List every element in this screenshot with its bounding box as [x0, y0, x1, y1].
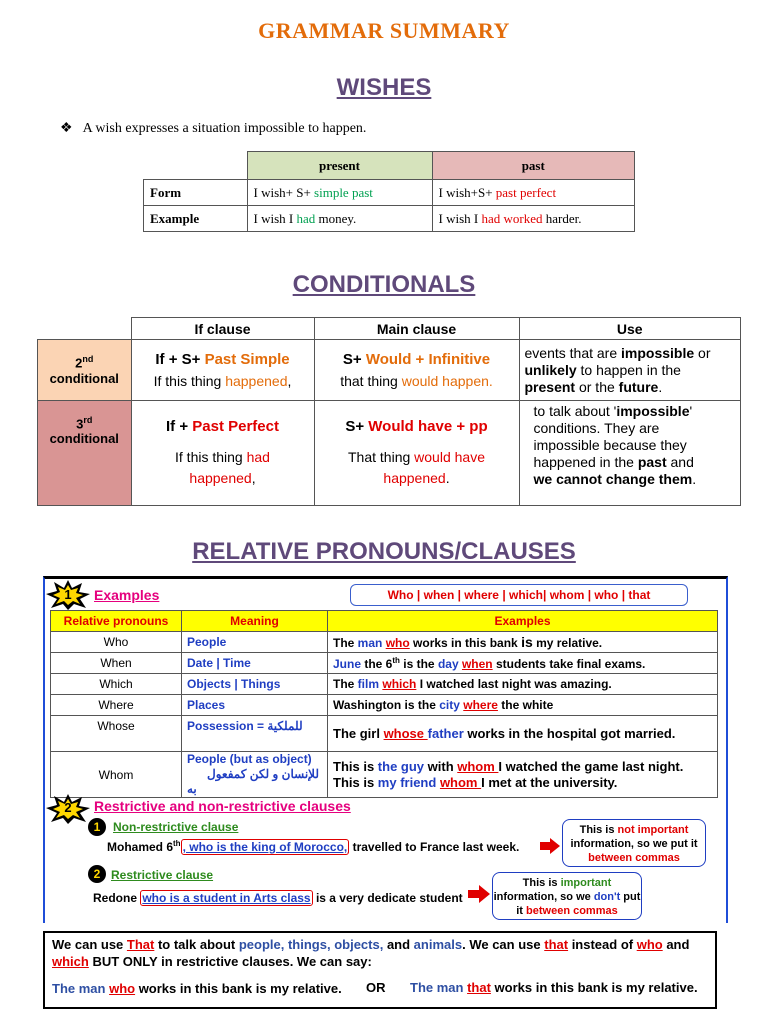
examples-label: Examples — [94, 587, 160, 603]
cond-2nd-label: 2nd conditional — [38, 340, 132, 401]
note-example-who: The man who works in this bank is my relative. — [52, 981, 342, 996]
cond-2nd-main: S+ Would + Infinitive that thing would happen. — [314, 340, 519, 401]
wishes-row-form: Form — [144, 180, 248, 206]
rel-meaning-where: Places — [182, 695, 328, 716]
rel-pron-when: When — [51, 653, 182, 674]
cond-head-use: Use — [519, 318, 741, 340]
restrictive-note: This is important information, so we don't put it between commas — [492, 872, 642, 920]
arrow-right-icon — [468, 885, 490, 903]
rel-pron-whom: Whom — [51, 752, 182, 798]
rel-head-pronouns: Relative pronouns — [51, 611, 182, 632]
nonrestrictive-note: This is not important information, so we put it between commas — [562, 819, 706, 867]
rel-pron-which: Which — [51, 674, 182, 695]
relative-table — [50, 610, 718, 798]
note-line-2: which BUT ONLY in restrictive clauses. We can say: — [52, 954, 372, 969]
restrictive-label: Restrictive clause — [111, 868, 214, 882]
rel-head-examples: Examples — [328, 611, 718, 632]
rel-pron-whose: Whose — [51, 716, 182, 752]
badge-2-number: 2 — [64, 800, 72, 815]
page-title: GRAMMAR SUMMARY — [258, 18, 510, 43]
rel-meaning-when: Date | Time — [182, 653, 328, 674]
wishes-bullet: ❖ A wish expresses a situation impossible to happen. — [60, 121, 367, 136]
number-1-circle: 1 — [88, 818, 106, 836]
rel-meaning-who: People — [182, 632, 328, 653]
note-or: OR — [366, 980, 386, 995]
wishes-col-past: past — [432, 152, 635, 180]
wishes-row-example: Example — [144, 206, 248, 232]
arrow-right-icon — [540, 838, 560, 854]
rel-meaning-whose: Possession = للملكية — [182, 716, 328, 752]
cond-3rd-label: 3rd conditional — [38, 401, 132, 506]
cond-2nd-use: events that are impossible or unlikely to happen in the present or the future. — [519, 340, 741, 401]
cond-3rd-if: If + Past Perfect If this thing had happened, — [131, 401, 314, 506]
rel-example-which: The film which I watched last night was amazing. — [328, 674, 718, 695]
rel-example-whose: The girl whose father works in the hospital got married. — [328, 716, 718, 752]
cond-3rd-main: S+ Would have + pp That thing would have happened. — [314, 401, 519, 506]
cond-3rd-use: to talk about 'impossible' conditions. They are impossible because they happened in the past and we cannot change them. — [519, 401, 741, 506]
rel-example-whom: This is the guy with whom I watched the game last night. This is my friend whom I met at the university. — [328, 752, 718, 798]
wishes-form-past: I wish+S+ past perfect — [432, 180, 635, 206]
wishes-table — [143, 151, 635, 232]
nonrestrictive-label: Non-restrictive clause — [113, 820, 239, 834]
badge-1-number: 1 — [64, 587, 72, 602]
wishes-example-past: I wish I had worked harder. — [432, 206, 635, 232]
wishes-form-present: I wish+ S+ simple past — [247, 180, 432, 206]
pronoun-list-box: Who | when | where | which| whom | who | that — [350, 584, 688, 606]
cond-2nd-if: If + S+ Past Simple If this thing happened, — [131, 340, 314, 401]
section2-title: Restrictive and non-restrictive clauses — [94, 798, 351, 814]
nonrestrictive-sentence: Mohamed 6th , who is the king of Morocco, travelled to France last week. — [107, 839, 520, 854]
wishes-heading: WISHES — [336, 74, 432, 101]
relative-heading: RELATIVE PRONOUNS/CLAUSES — [192, 538, 576, 565]
rel-pron-where: Where — [51, 695, 182, 716]
wishes-example-present: I wish I had money. — [247, 206, 432, 232]
cond-head-main: Main clause — [314, 318, 519, 340]
wishes-col-present: present — [247, 152, 432, 180]
rel-pron-who: Who — [51, 632, 182, 653]
restrictive-sentence: Redone who is a student in Arts class is a very dedicate student — [93, 891, 463, 905]
note-example-that: The man that works in this bank is my relative. — [410, 980, 698, 995]
rel-meaning-whom: People (but as object) للإنسان و لكن كمفعول به — [182, 752, 328, 798]
conditionals-table — [37, 317, 741, 506]
rel-example-who: The man who works in this bank is my relative. — [328, 632, 718, 653]
rel-head-meaning: Meaning — [182, 611, 328, 632]
diamond-bullet-icon: ❖ — [60, 121, 73, 136]
rel-meaning-which: Objects | Things — [182, 674, 328, 695]
note-line-1: We can use That to talk about people, things, objects, and animals. We can use that instead of who and — [52, 937, 690, 952]
rel-example-where: Washington is the city where the white — [328, 695, 718, 716]
rel-example-when: June the 6th is the day when students take final exams. — [328, 653, 718, 674]
number-2-circle: 2 — [88, 865, 106, 883]
cond-head-if: If clause — [131, 318, 314, 340]
conditionals-heading: CONDITIONALS — [292, 271, 476, 298]
